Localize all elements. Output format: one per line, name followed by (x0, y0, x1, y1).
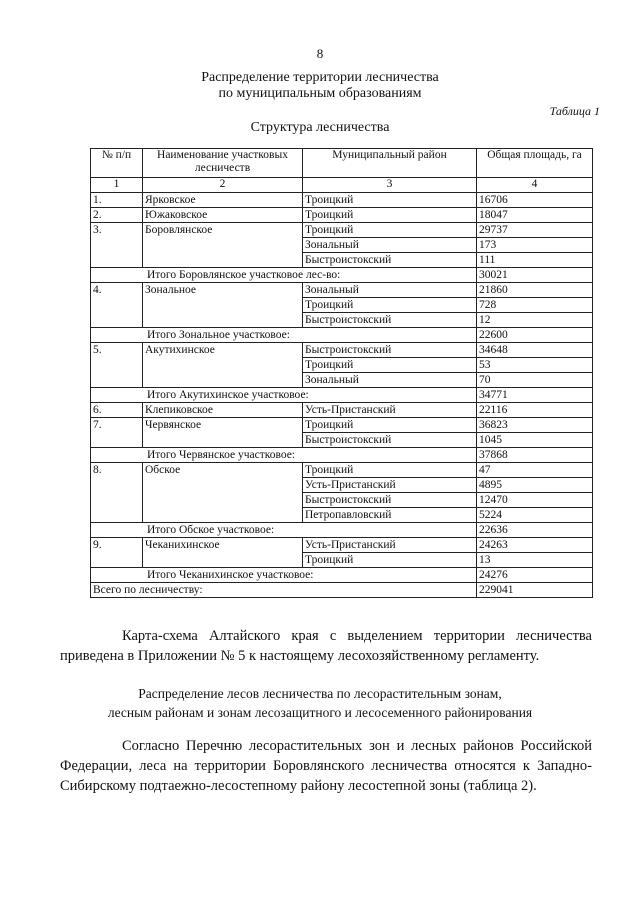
district-cell: Троицкий (303, 463, 477, 478)
area-cell: 13 (477, 553, 593, 568)
district-cell: Быстроистокский (303, 313, 477, 328)
district-cell: Троицкий (303, 298, 477, 313)
page-number: 8 (316, 46, 324, 61)
table-body (91, 193, 593, 598)
section-heading-line-1: Распределение лесов лесничества по лесорастительным зонам, (138, 686, 502, 701)
area-cell: 5224 (477, 508, 593, 523)
table-row (91, 193, 593, 208)
district-cell: Троицкий (303, 193, 477, 208)
row-number: 9. (91, 538, 143, 568)
area-cell: 16706 (477, 193, 593, 208)
grand-total-label: Всего по лесничеству: (91, 583, 477, 598)
page-heading (0, 70, 640, 102)
forestry-name: Клепиковское (143, 403, 303, 418)
area-cell: 728 (477, 298, 593, 313)
row-number: 7. (91, 418, 143, 448)
forestry-name: Чеканихинское (143, 538, 303, 568)
district-cell: Быстроистокский (303, 493, 477, 508)
forestry-name: Ярковское (143, 193, 303, 208)
paragraph-map-reference: Карта-схема Алтайского края с выделением территории лесничества приведена в Приложении № 5 к настоящему лесохозяйственному регламенту. (60, 628, 592, 664)
district-cell: Троицкий (303, 418, 477, 433)
table-row (91, 418, 593, 433)
header-area: Общая площадь, га (477, 149, 593, 178)
table-row (91, 538, 593, 553)
forestry-name: Обское (143, 463, 303, 523)
table-row (91, 283, 593, 298)
area-cell: 21860 (477, 283, 593, 298)
colnum-2: 2 (143, 178, 303, 193)
district-cell: Усть-Пристанский (303, 478, 477, 493)
subtotal-value: 37868 (477, 448, 593, 463)
subtotal-value: 24276 (477, 568, 593, 583)
subtotal-row (91, 328, 593, 343)
forestry-name: Зональное (143, 283, 303, 328)
table-row (91, 463, 593, 478)
district-cell: Петропавловский (303, 508, 477, 523)
district-cell: Зональный (303, 373, 477, 388)
district-cell: Быстроистокский (303, 343, 477, 358)
forestry-name: Червянское (143, 418, 303, 448)
heading-line-2: по муниципальным образованиям (218, 86, 422, 101)
district-cell: Троицкий (303, 553, 477, 568)
district-cell: Троицкий (303, 358, 477, 373)
subtotal-row (91, 388, 593, 403)
district-cell: Усть-Пристанский (303, 403, 477, 418)
subtotal-value: 22636 (477, 523, 593, 538)
area-cell: 12 (477, 313, 593, 328)
table-row (91, 208, 593, 223)
area-cell: 111 (477, 253, 593, 268)
header-name: Наименование участковых лесничеств (143, 149, 303, 178)
area-cell: 18047 (477, 208, 593, 223)
district-cell: Троицкий (303, 208, 477, 223)
grand-total-value: 229041 (477, 583, 593, 598)
heading-line-1: Распределение территории лесничества (201, 70, 439, 85)
subtotal-row (91, 448, 593, 463)
row-number: 6. (91, 403, 143, 418)
subtotal-value: 34771 (477, 388, 593, 403)
district-cell: Троицкий (303, 223, 477, 238)
table-label: Таблица 1 (549, 104, 600, 118)
forestry-name: Акутихинское (143, 343, 303, 388)
section-heading (0, 684, 640, 722)
subtotal-value: 22600 (477, 328, 593, 343)
district-cell: Зональный (303, 238, 477, 253)
area-cell: 47 (477, 463, 593, 478)
row-number: 4. (91, 283, 143, 328)
forestry-name: Южаковское (143, 208, 303, 223)
row-number: 1. (91, 193, 143, 208)
row-number: 5. (91, 343, 143, 388)
area-cell: 1045 (477, 433, 593, 448)
subtotal-row (91, 268, 593, 283)
subtotal-label: Итого Обское участковое: (91, 523, 477, 538)
district-cell: Быстроистокский (303, 253, 477, 268)
grand-total-row (91, 583, 593, 598)
subtotal-row (91, 568, 593, 583)
district-cell: Усть-Пристанский (303, 538, 477, 553)
colnum-1: 1 (91, 178, 143, 193)
forestry-name: Боровлянское (143, 223, 303, 268)
area-cell: 4895 (477, 478, 593, 493)
area-cell: 24263 (477, 538, 593, 553)
colnum-4: 4 (477, 178, 593, 193)
colnum-3: 3 (303, 178, 477, 193)
row-number: 3. (91, 223, 143, 268)
area-cell: 70 (477, 373, 593, 388)
subtotal-value: 30021 (477, 268, 593, 283)
header-number: № п/п (91, 149, 143, 178)
forestry-structure-table (90, 148, 593, 598)
subtotal-row (91, 523, 593, 538)
area-cell: 12470 (477, 493, 593, 508)
row-number: 8. (91, 463, 143, 523)
district-cell: Зональный (303, 283, 477, 298)
subtotal-label: Итого Чеканихинское участковое: (91, 568, 477, 583)
section-heading-line-2: лесным районам и зонам лесозащитного и лесосеменного районирования (107, 705, 533, 720)
table-row (91, 223, 593, 238)
header-district: Муниципальный район (303, 149, 477, 178)
area-cell: 22116 (477, 403, 593, 418)
area-cell: 29737 (477, 223, 593, 238)
area-cell: 34648 (477, 343, 593, 358)
subtotal-label: Итого Боровлянское участковое лес-во: (91, 268, 477, 283)
table-row (91, 343, 593, 358)
paragraph-forest-zones: Согласно Перечню лесорастительных зон и лесных районов Российской Федерации, леса на территории Боровлянского лесничества относятся к Западно-Сибирскому подтаежно-лесостепному району лесостепной зоны (таблица 2). (60, 738, 592, 794)
subtotal-label: Итого Зональное участковое: (91, 328, 477, 343)
area-cell: 53 (477, 358, 593, 373)
subtotal-label: Итого Червянское участковое: (91, 448, 477, 463)
area-cell: 36823 (477, 418, 593, 433)
table-title: Структура лесничества (250, 120, 390, 135)
row-number: 2. (91, 208, 143, 223)
district-cell: Быстроистокский (303, 433, 477, 448)
area-cell: 173 (477, 238, 593, 253)
subtotal-label: Итого Акутихинское участковое: (91, 388, 477, 403)
table-row (91, 403, 593, 418)
